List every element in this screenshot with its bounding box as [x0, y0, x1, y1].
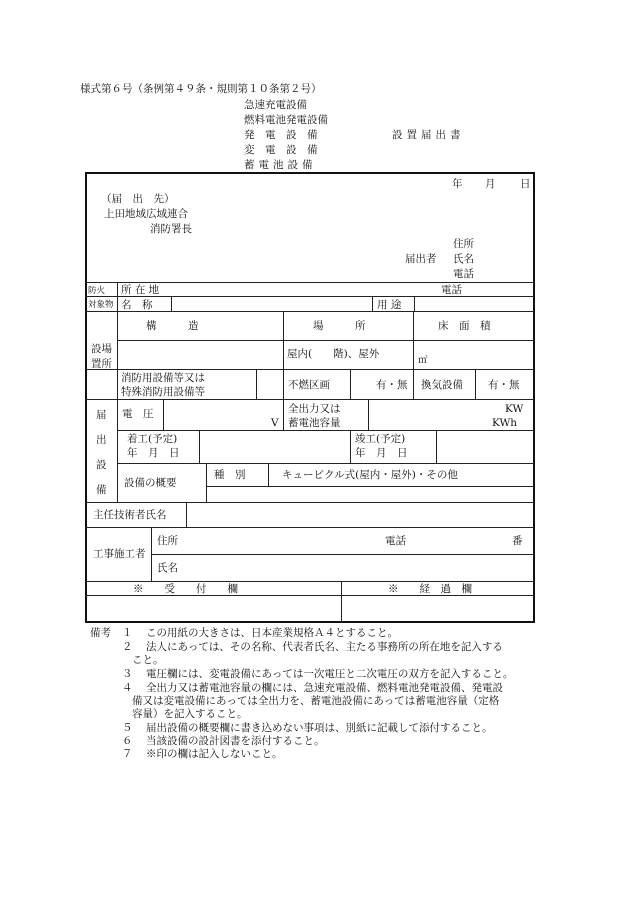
remark-7-num: ７ [122, 748, 133, 760]
ventilation-choice: 有・無 [488, 379, 520, 391]
remark-1-num: １ [122, 627, 133, 639]
remark-5-num: ５ [122, 722, 133, 734]
notification-label-3: 設 [96, 459, 107, 471]
date-day: 日 [520, 178, 531, 190]
notification-label-1: 届 [96, 409, 107, 421]
fire-equipment-line2: 特殊消防用設備等 [121, 386, 205, 398]
remarks-title: 備考 [90, 627, 111, 639]
date-month: 月 [485, 178, 496, 190]
remark-5-text: 届出設備の概要欄に書き込めない事項は、別紙に記載して添付すること。 [146, 722, 493, 734]
voltage-label: 電 圧 [122, 408, 154, 420]
contractor-name-label: 氏名 [157, 562, 178, 574]
installation-label-1: 設場 [91, 343, 112, 355]
equipment-type-5: 蓄電池設備 [244, 159, 317, 171]
date-year: 年 [452, 178, 463, 190]
unit-kwh: KWh [492, 417, 518, 429]
reception-header: ※ 受 付 欄 [133, 583, 238, 595]
location-label: 所 在 地 [121, 284, 160, 296]
applicant-address-label: 住所 [453, 238, 474, 250]
remark-2-num: ２ [122, 641, 133, 653]
notification-label-2: 出 [96, 434, 107, 446]
floor-area-header: 床 面 積 [438, 320, 491, 332]
structure-header: 構 造 [146, 320, 199, 332]
recipient-label: （届 出 先） [101, 193, 175, 205]
fire-target-label-1: 防火 [88, 286, 106, 296]
form-title: 設置届出書 [392, 129, 465, 141]
remark-6-num: ６ [122, 735, 133, 747]
output-label-2: 蓄電池容量 [288, 417, 341, 429]
remark-2-text-2: こと。 [132, 654, 164, 666]
output-label-1: 全出力又は [288, 403, 341, 415]
remark-4-text-1: 全出力又は蓄電池容量の欄には、急速充電設備、燃料電池発電設備、発電設 [146, 682, 503, 694]
contractor-phone-label: 電話 [385, 535, 406, 547]
nonflammable-choice: 有・無 [376, 379, 408, 391]
remark-3-text: 電圧欄には、変電設備にあっては一次電圧と二次電圧の双方を記入すること。 [146, 668, 514, 680]
remark-4-num: ４ [122, 682, 133, 694]
chief-engineer-label: 主任技術者氏名 [93, 509, 167, 521]
installation-label-2: 置所 [91, 358, 112, 370]
progress-header: ※ 経 過 欄 [388, 583, 472, 595]
remark-6-text: 当該設備の設計図書を添付すること。 [146, 735, 325, 747]
unit-kw: KW [505, 403, 524, 415]
applicant-name-label: 氏名 [453, 253, 474, 265]
remark-1-text: この用紙の大きさは、日本産業規格Ａ４とすること。 [146, 627, 398, 639]
indoor-outdoor-text: 屋内( 階)、屋外 [287, 348, 380, 360]
usage-label: 用 途 [377, 299, 402, 311]
remark-2-text-1: 法人にあっては、その名称、代表者氏名、主たる事務所の所在地を記入する [146, 641, 503, 653]
recipient-line2: 消防署長 [150, 223, 192, 235]
name-label: 名 称 [121, 299, 153, 311]
area-unit: ㎡ [418, 355, 428, 366]
recipient-line1: 上田地域広域連合 [104, 208, 188, 220]
applicant-prefix: 届出者 [405, 253, 437, 265]
notification-label-4: 備 [96, 484, 107, 496]
form-number: 様式第６号（条例第４９条・規則第１０条第２号） [80, 83, 322, 95]
type-label: 種 別 [214, 469, 246, 481]
end-label: 竣工(予定) [355, 433, 406, 445]
equipment-type-4: 変 電 設 備 [244, 144, 318, 156]
applicant-phone-label: 電話 [453, 268, 474, 280]
contractor-label: 工事施工者 [93, 548, 146, 560]
end-date: 年 月 日 [355, 447, 408, 459]
remark-4-text-2: 備又は変電設備にあっては全出力を、蓄電池設備にあっては蓄電池容量（定格 [132, 695, 500, 707]
start-date: 年 月 日 [127, 447, 180, 459]
contractor-phone-suffix: 番 [512, 535, 523, 547]
remark-4-text-3: 容量）を記入すること。 [132, 708, 248, 720]
ventilation-label: 換気設備 [421, 379, 463, 391]
contractor-address-label: 住所 [157, 535, 178, 547]
place-header: 場 所 [313, 320, 366, 332]
fire-equipment-line1: 消防用設備等又は [121, 372, 205, 384]
nonflammable-label: 不燃区画 [288, 379, 330, 391]
start-label: 着工(予定) [127, 433, 178, 445]
overview-label: 設備の概要 [124, 477, 177, 489]
fire-target-phone-label: 電話 [441, 284, 462, 296]
remark-7-text: ※印の欄は記入しないこと。 [146, 748, 283, 760]
equipment-type-2: 燃料電池発電設備 [244, 114, 328, 126]
remark-3-num: ３ [122, 668, 133, 680]
equipment-type-3: 発 電 設 備 [244, 129, 318, 141]
fire-target-label-2: 対象物 [88, 300, 114, 310]
type-value: キュービクル式(屋内・屋外)・その他 [282, 469, 458, 481]
voltage-unit: V [271, 417, 279, 429]
equipment-type-1: 急速充電設備 [244, 99, 307, 111]
